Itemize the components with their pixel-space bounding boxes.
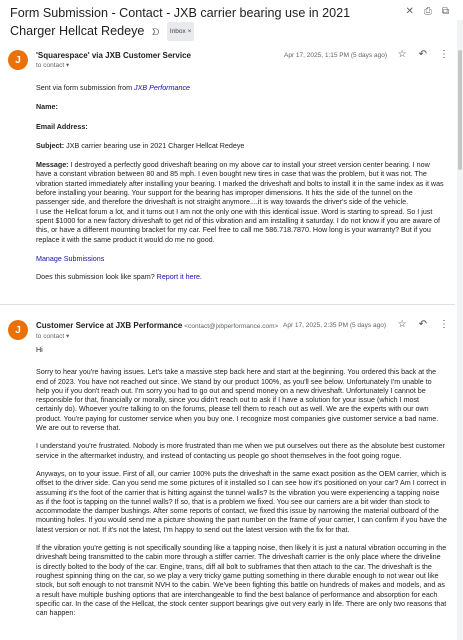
message-date: Apr 17, 2025, 2:35 PM (5 days ago) <box>283 322 386 329</box>
intro-text: Sent via form submission from <box>36 84 135 92</box>
collapse-icon[interactable]: ✕ <box>405 6 414 17</box>
message-divider <box>0 304 455 305</box>
paragraph-4: If the vibration you're getting is not specifically sounding like a tapping noise, then likely it is just a natural vibration occurring in the driveshaft being transmitted to the cabin more through a stiffer carrier. The driveshaft carrier is the only place where the driveline is directly bolted to the body of the car. Engine, trans, diff all bolt to subframes that then attach to the car. The driveshaft is the roughest spinning thing on the car, so we play a very tricky game putting something in there durable enough to not wear out like stock, but soft enough to not transmit NVH to the cabin. We've been fighting this battle on hundreds of makes and models, and as a result have multiple bushing options that are interchangeable to find the best balance of performance and absorption for each specific car. In the case of the Hellcat, the stock center support bearings give out very early in life. There are only two reasons that can happen: <box>36 544 447 618</box>
reply-icon[interactable]: ↶ <box>418 49 427 60</box>
sender-name[interactable] <box>36 321 278 330</box>
paragraph-2: I understand you're frustrated. Nobody is more frustrated than me when we put ourselves out there as the absolute best customer service in the aftermarket industry, and instead of contacting us people go shoot themselves in the foot going rogue. <box>36 442 445 460</box>
message-actions <box>398 49 449 60</box>
name-label: Name: <box>36 103 58 112</box>
message-body <box>36 346 447 627</box>
avatar[interactable]: J <box>8 320 28 340</box>
sender-name[interactable]: 'Squarespace' via JXB Customer Service <box>36 51 191 60</box>
paragraph-1: Sorry to hear you're having issues. Let's take a massive step back here and start at the beginning. You ordered this back at the end of 2023. You have not reached out since. We stand by our product 100%, as you'll see below. Unfortunately I'm unable to help you if you don't reach out. I'm sorry you had to go out and spend money on a new driveshaft. Unfortunately I cannot be responsible for that, financially or morally, since you didn't reach out to ask if I have a solution for your issue (which I most certainly do). Whoever you're talking to on the forums, please tell them to reach out as well. We are the experts with our own product. You're paying for customer service when you buy one. I recognize most companies give customer service a bad name. We are out to reverse that. <box>36 368 439 433</box>
spam-text: Does this submission look like spam? <box>36 273 157 282</box>
message-label: Message: <box>36 161 69 170</box>
open-new-window-icon[interactable]: ⧉ <box>441 6 449 17</box>
subject-bar <box>0 0 463 44</box>
spam-row <box>36 273 447 282</box>
scrollbar-thumb[interactable] <box>458 50 462 170</box>
more-options-icon[interactable]: ⋮ <box>439 319 449 330</box>
thread-actions <box>405 6 449 17</box>
message-actions <box>398 319 449 330</box>
snooze-icon[interactable]: ᗤ <box>151 26 160 37</box>
star-icon[interactable]: ☆ <box>397 49 407 60</box>
message-text-2: I use the Hellcat forum a lot, and it turns out I am not the only one with this identical issue. Word is starting to spread. So I just spent $1000 for a new factory driveshaft to get rid of this vibration and am installing it saturday. I do not know if you are aware of this, or have a different mounting bracket for my car. Feel free to call me 586.718.7870. How long is your warranty? But if you replace it with the same product it would do me no good. <box>36 207 440 244</box>
message-2 <box>0 312 455 640</box>
print-icon[interactable]: ⎙ <box>423 6 432 17</box>
subject-text: Form Submission - Contact - JXB carrier bearing use in 2021 Charger Hellcat Redeye <box>10 6 351 38</box>
avatar[interactable]: J <box>8 50 28 70</box>
message-1 <box>0 44 455 288</box>
sender-display-name[interactable]: Customer Service at JXB Performance <box>36 321 183 330</box>
manage-submissions-link[interactable]: Manage Submissions <box>36 254 105 263</box>
intro-line <box>36 84 447 93</box>
subject-value: JXB carrier bearing use in 2021 Charger Hellcat Redeye <box>64 141 245 150</box>
thread-subject <box>10 5 380 41</box>
subject-label: Subject: <box>36 141 65 150</box>
recipient-toggle[interactable]: to contact ▾ <box>36 333 70 340</box>
reply-icon[interactable]: ↶ <box>418 319 427 330</box>
star-icon[interactable]: ☆ <box>397 319 407 330</box>
subject-row <box>36 142 447 151</box>
name-row <box>36 103 447 112</box>
recipient-toggle[interactable]: to contact ▾ <box>36 62 70 69</box>
inbox-label-chip[interactable]: Inbox × <box>167 22 195 41</box>
jxb-performance-link[interactable]: JXB Performance <box>134 84 190 92</box>
message-date: Apr 17, 2025, 1:15 PM (5 days ago) <box>284 52 387 59</box>
more-options-icon[interactable]: ⋮ <box>439 49 449 60</box>
sender-email: <contact@jxbperformance.com> <box>184 323 279 330</box>
greeting: Hi <box>36 346 43 354</box>
email-row <box>36 123 447 132</box>
message-text: I destroyed a perfectly good driveshaft bearing on my above car to install your street version center bearing. I now have a constant vibration between 80 and 85 mph. I even bought new tires in case that was the problem, but it was not. The vibration started immediately after installing your bearing. I marked the driveshaft and bolts to install it in the same index as it was before installing your bearing. Your support for the bearing has improper dimensions. It hits the side of the tunnel on the passenger side, and therefore the driveshaft is not straight anymore....it is way towards the driver's side of the vehicle. <box>36 161 444 207</box>
paragraph-3: Anyways, on to your issue. First of all, our carrier 100% puts the driveshaft in the same exact position as the OEM carrier, which is offset to the driver side. Can you send me some pictures of it installed so I can see how it's positioned on your car? Am I correct in assuming it's the foot of the carrier that is hitting against the tunnel walls? Is the vibration you were experiencing a tapping noise as if the foot is tapping on the tunnel walls? If so, that is a problem we fixed. You see our carriers are a bit wider than stock to accommodate the damper bushings. After some reports of contact, we fixed this issue by narrowing the material outboard of the mounting holes. If you would send me a picture showing the part number on the frame of your carrier, I can confirm if you have the latest version or not. If it's not the latest, I'm happy to send out the latest version with the fix for that. <box>36 469 447 534</box>
scrollbar-track[interactable] <box>457 20 463 640</box>
email-label: Email Address: <box>36 122 88 131</box>
report-spam-link[interactable]: Report it here. <box>156 273 202 282</box>
message-row <box>36 161 447 207</box>
message-body <box>36 84 447 291</box>
